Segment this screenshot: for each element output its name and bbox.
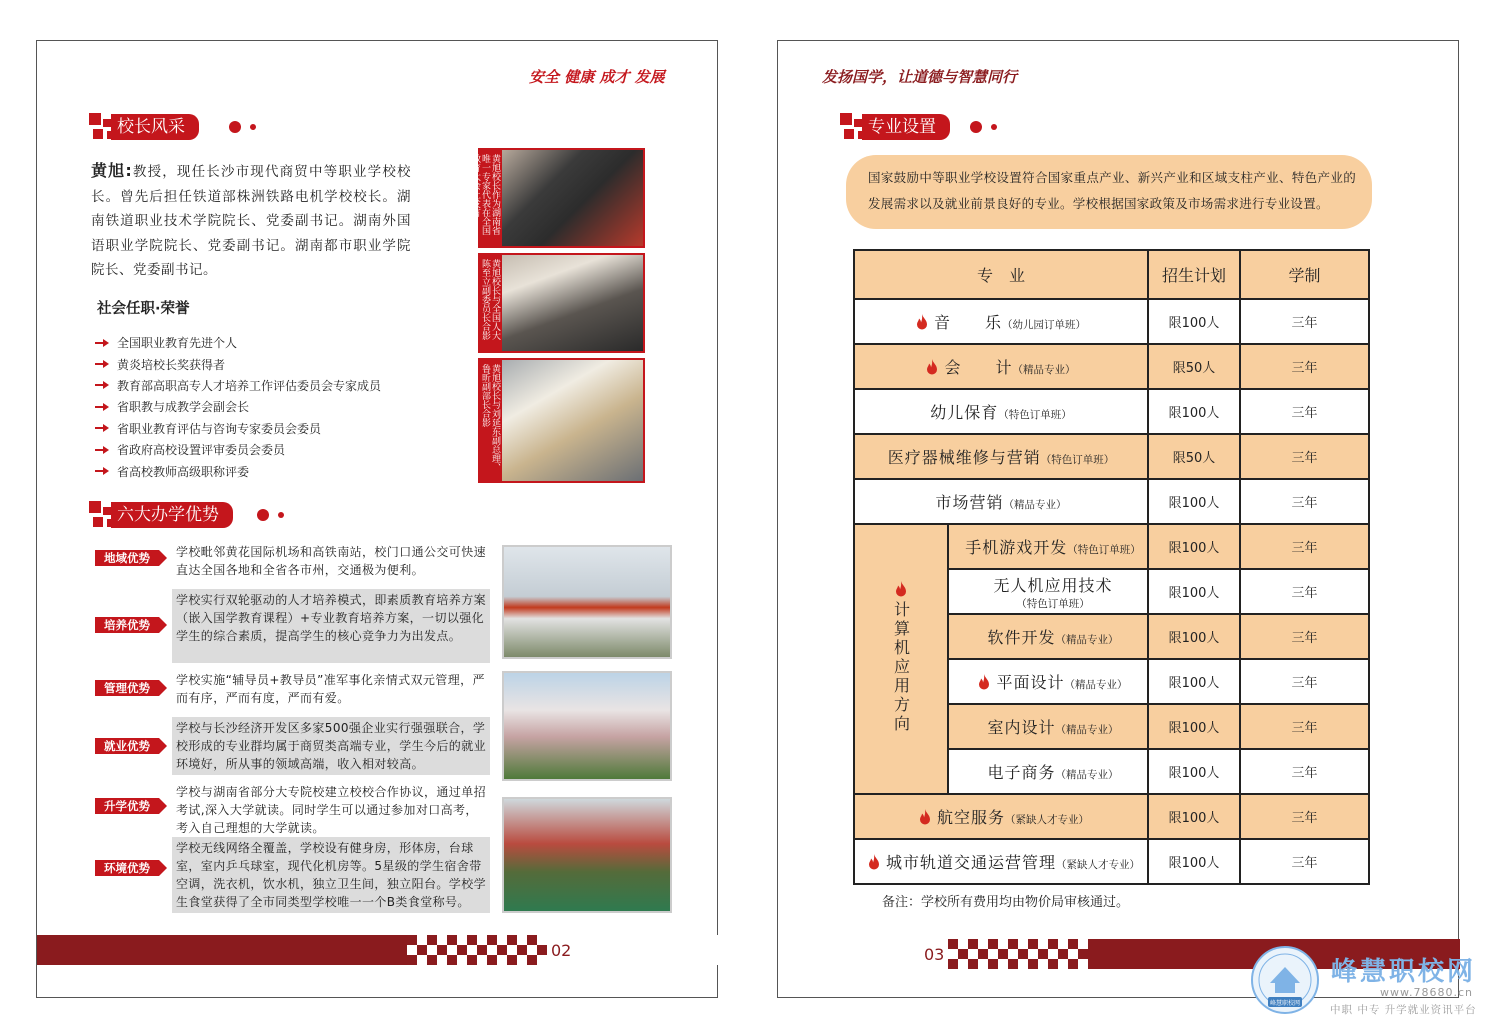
checker-square: [1048, 949, 1058, 959]
checker-square: [948, 949, 958, 959]
dot-icon: [991, 124, 997, 130]
military-training-photo: [502, 797, 672, 913]
majors-table: [853, 249, 1370, 885]
checker-square: [417, 935, 427, 945]
checker-square: [978, 949, 988, 959]
advantage-tag-training: 培养优势: [95, 617, 159, 633]
dot-icon: [970, 121, 982, 133]
checker-square: [1058, 949, 1068, 959]
checker-square: [1078, 949, 1088, 959]
advantages-section-header: [89, 501, 284, 529]
checker-square: [417, 945, 427, 955]
header-years: 学制: [1240, 250, 1369, 299]
checker-square: [1058, 939, 1068, 949]
left-slogan: 安全 健康 成才 发展: [529, 68, 665, 86]
school-building-photo: [502, 671, 672, 781]
advantage-text-management: 学校实施“辅导员+教导员”准军事化亲情式双元管理，严而有序，严而有度，严而有爱。: [176, 673, 485, 705]
fire-icon: [978, 674, 990, 690]
advantage-tag-environment: 环境优势: [95, 860, 159, 876]
advantage-text-location: 学校毗邻黄花国际机场和高铁南站，校门口通公交可快速直达全国各地和全省各市州，交通极为便利。: [176, 545, 487, 577]
dot-icon: [257, 509, 269, 521]
checker-square: [988, 939, 998, 949]
checker-square: [1008, 939, 1018, 949]
checker-square: [537, 955, 547, 965]
checker-square: [1038, 959, 1048, 969]
checker-square: [1038, 939, 1048, 949]
checker-square: [958, 959, 968, 969]
checker-square: [487, 955, 497, 965]
computer-direction-cell: 计算机应用方向: [854, 524, 948, 794]
arrow-right-icon: [95, 424, 109, 432]
checker-square: [527, 955, 537, 965]
page-number: 02: [551, 941, 572, 960]
principal-name: 黄旭:: [91, 161, 133, 180]
majors-section-title: 专业设置: [862, 114, 950, 140]
checker-square: [968, 939, 978, 949]
table-row: 计算机应用方向 手机游戏开发（特色订单班） 限100人 三年: [854, 524, 1369, 569]
checker-square: [427, 955, 437, 965]
checker-square: [497, 955, 507, 965]
checker-square: [457, 945, 467, 955]
table-row: 幼儿保育（特色订单班） 限100人 三年: [854, 389, 1369, 434]
principal-photo-speech: [470, 148, 645, 248]
list-item: 省职业教育评估与咨询专家委员会委员: [95, 418, 381, 439]
checker-square: [457, 935, 467, 945]
arrow-right-icon: [95, 360, 109, 368]
watermark-logo-icon: [1250, 945, 1320, 1015]
checker-square: [477, 945, 487, 955]
table-row: 无人机应用技术（特色订单班） 限100人 三年: [854, 569, 1369, 614]
checker-square: [447, 945, 457, 955]
arrow-right-icon: [95, 339, 109, 347]
table-row: 电子商务（精品专业） 限100人 三年: [854, 749, 1369, 794]
checker-square: [527, 935, 537, 945]
checker-square: [487, 945, 497, 955]
checker-square: [417, 955, 427, 965]
section-deco-icon: [89, 501, 117, 529]
checker-square: [1028, 949, 1038, 959]
table-row: 软件开发（精品专业） 限100人 三年: [854, 614, 1369, 659]
checker-square: [507, 945, 517, 955]
checker-square: [978, 959, 988, 969]
checker-square: [998, 939, 1008, 949]
checker-square: [527, 945, 537, 955]
checker-square: [978, 939, 988, 949]
checker-square: [437, 935, 447, 945]
honors-list: [95, 332, 381, 482]
principal-photo-meeting: [478, 253, 645, 353]
checker-square: [447, 955, 457, 965]
checker-square: [427, 945, 437, 955]
watermark-badge-text: 峰慧职校网: [1269, 1000, 1300, 1007]
checker-square: [507, 955, 517, 965]
table-row: 航空服务（紧缺人才专业） 限100人 三年: [854, 794, 1369, 839]
watermark-subtitle: 中职 中专 升学就业资讯平台: [1330, 1004, 1477, 1016]
checker-square: [1078, 939, 1088, 949]
table-row: 音 乐（幼儿园订单班） 限100人 三年: [854, 299, 1369, 344]
airport-photo: [502, 545, 672, 659]
checker-square: [958, 939, 968, 949]
arrow-right-icon: [95, 403, 109, 411]
checker-square: [1018, 959, 1028, 969]
checker-decoration: [407, 935, 547, 965]
advantages-section-title: 六大办学优势: [111, 502, 233, 528]
majors-section-header: [840, 113, 997, 141]
right-slogan: 发扬国学，让道德与智慧同行: [822, 68, 1018, 86]
checker-square: [1058, 959, 1068, 969]
advantage-text-further-study: 学校与湖南省部分大专院校建立校校合作协议，通过单招考试,深入大学就读。同时学生可以通过参加对口高考，考入自己理想的大学就读。: [176, 785, 487, 835]
checker-square: [437, 955, 447, 965]
list-item: 黄炎培校长奖获得者: [95, 353, 381, 374]
checker-square: [537, 935, 547, 945]
arrow-right-icon: [95, 446, 109, 454]
checker-square: [517, 935, 527, 945]
fire-icon: [916, 314, 928, 330]
advantage-text-employment: 学校与长沙经济开发区多家500强企业实行强强联合，学校形成的专业群均属于商贸类高端专业，学生今后的就业环境好，所从事的领域高端，收入相对较高。: [172, 717, 490, 775]
fire-icon: [868, 854, 880, 870]
checker-square: [427, 935, 437, 945]
footer-white-end: [547, 935, 719, 965]
checker-decoration: [948, 939, 1088, 969]
checker-square: [407, 945, 417, 955]
header-plan: 招生计划: [1148, 250, 1240, 299]
checker-square: [437, 945, 447, 955]
checker-square: [1068, 959, 1078, 969]
list-item: 省高校教师高级职称评委: [95, 460, 381, 481]
checker-square: [467, 935, 477, 945]
checker-square: [1068, 949, 1078, 959]
header-major: 专 业: [854, 250, 1148, 299]
dot-icon: [250, 124, 256, 130]
checker-square: [968, 949, 978, 959]
advantage-tag-location: 地域优势: [95, 550, 159, 566]
principal-photo-visit: [478, 358, 645, 483]
fire-icon: [895, 581, 907, 597]
principal-section-title: 校长风采: [111, 114, 199, 140]
fee-remark: 备注：学校所有费用均由物价局审核通过。: [882, 895, 1130, 910]
checker-square: [457, 955, 467, 965]
checker-square: [1008, 949, 1018, 959]
checker-square: [517, 955, 527, 965]
checker-square: [1078, 959, 1088, 969]
section-deco-icon: [89, 113, 117, 141]
table-row: 市场营销（精品专业） 限100人 三年: [854, 479, 1369, 524]
principal-section-header: [89, 113, 256, 141]
checker-square: [477, 955, 487, 965]
table-row: 会 计（精品专业） 限50人 三年: [854, 344, 1369, 389]
checker-square: [1048, 959, 1058, 969]
checker-square: [958, 949, 968, 959]
checker-square: [1008, 959, 1018, 969]
checker-square: [1018, 949, 1028, 959]
table-row: 医疗器械维修与营销（特色订单班） 限50人 三年: [854, 434, 1369, 479]
fire-icon: [926, 359, 938, 375]
checker-square: [447, 935, 457, 945]
checker-square: [497, 945, 507, 955]
list-item: 省职教与成教学会副会长: [95, 396, 381, 417]
checker-square: [487, 935, 497, 945]
checker-square: [507, 935, 517, 945]
principal-bio-text: 教授，现任长沙市现代商贸中等职业学校校长。曾先后担任铁道部株洲铁路电机学校校长。湖南铁道职业技术学院院长、党委副书记。湖南外国语职业学院院长、党委副书记。湖南都市职业学院院长、党委副书记。: [91, 164, 412, 278]
photo-caption: 黄旭校长与刘延东副总理、鲁昕副部长合影: [480, 360, 502, 481]
checker-square: [537, 945, 547, 955]
advantage-text-environment: 学校无线网络全覆盖，学校设有健身房，形体房，台球室，室内乒乓球室，现代化机房等。5星级的学生宿舍带空调，洗衣机，饮水机，独立卫生间，独立阳台。学校学生食堂获得了全市同类型学校唯一一个B类食堂称号。: [172, 837, 490, 913]
left-page: [36, 40, 718, 998]
photo-caption: 黄旭校长与全国人大陈至立副委员长合影: [480, 255, 502, 351]
table-row: 室内设计（精品专业） 限100人 三年: [854, 704, 1369, 749]
checker-square: [477, 935, 487, 945]
checker-square: [407, 935, 417, 945]
checker-square: [467, 945, 477, 955]
checker-square: [998, 949, 1008, 959]
advantage-tag-employment: 就业优势: [95, 738, 159, 754]
advantage-tag-further-study: 升学优势: [95, 798, 159, 814]
checker-square: [988, 949, 998, 959]
photo-caption: 黄旭校长作为湖南省唯一专家代表在全国教育大会上发言: [480, 150, 502, 246]
watermark-title: 峰慧职校网: [1331, 957, 1477, 987]
checker-square: [998, 959, 1008, 969]
table-row: 城市轨道交通运营管理（紧缺人才专业） 限100人 三年: [854, 839, 1369, 884]
checker-square: [968, 959, 978, 969]
checker-square: [1018, 939, 1028, 949]
checker-square: [497, 935, 507, 945]
arrow-right-icon: [95, 381, 109, 389]
checker-square: [407, 955, 417, 965]
list-item: 省政府高校设置评审委员会委员: [95, 439, 381, 460]
list-item: 教育部高职高专人才培养工作评估委员会专家成员: [95, 375, 381, 396]
checker-square: [1048, 939, 1058, 949]
checker-square: [1068, 939, 1078, 949]
fire-icon: [919, 809, 931, 825]
checker-square: [517, 945, 527, 955]
section-deco-icon: [840, 113, 868, 141]
arrow-right-icon: [95, 467, 109, 475]
majors-intro: 国家鼓励中等职业学校设置符合国家重点产业、新兴产业和区域支柱产业、特色产业的发展需求以及就业前景良好的专业。学校根据国家政策及市场需求进行专业设置。: [846, 155, 1372, 229]
list-item: 全国职业教育先进个人: [95, 332, 381, 353]
checker-square: [1038, 949, 1048, 959]
checker-square: [988, 959, 998, 969]
advantage-tag-management: 管理优势: [95, 680, 159, 696]
checker-square: [467, 955, 477, 965]
dot-icon: [229, 121, 241, 133]
honors-title: 社会任职·荣誉: [97, 301, 190, 317]
principal-bio: [91, 159, 411, 283]
page-number: 03: [924, 945, 945, 964]
checker-square: [1028, 939, 1038, 949]
table-header-row: [854, 250, 1369, 299]
checker-square: [948, 959, 958, 969]
checker-square: [1028, 959, 1038, 969]
watermark-url: www.78680.cn: [1380, 986, 1473, 999]
dot-icon: [278, 512, 284, 518]
advantage-text-training: 学校实行双轮驱动的人才培养模式，即素质教育培养方案（嵌入国学教育课程）+专业教育培养方案，一切以强化学生的综合素质，提高学生的核心竞争力为出发点。: [172, 589, 490, 663]
checker-square: [948, 939, 958, 949]
table-row: 平面设计（精品专业） 限100人 三年: [854, 659, 1369, 704]
right-page: [777, 40, 1459, 998]
